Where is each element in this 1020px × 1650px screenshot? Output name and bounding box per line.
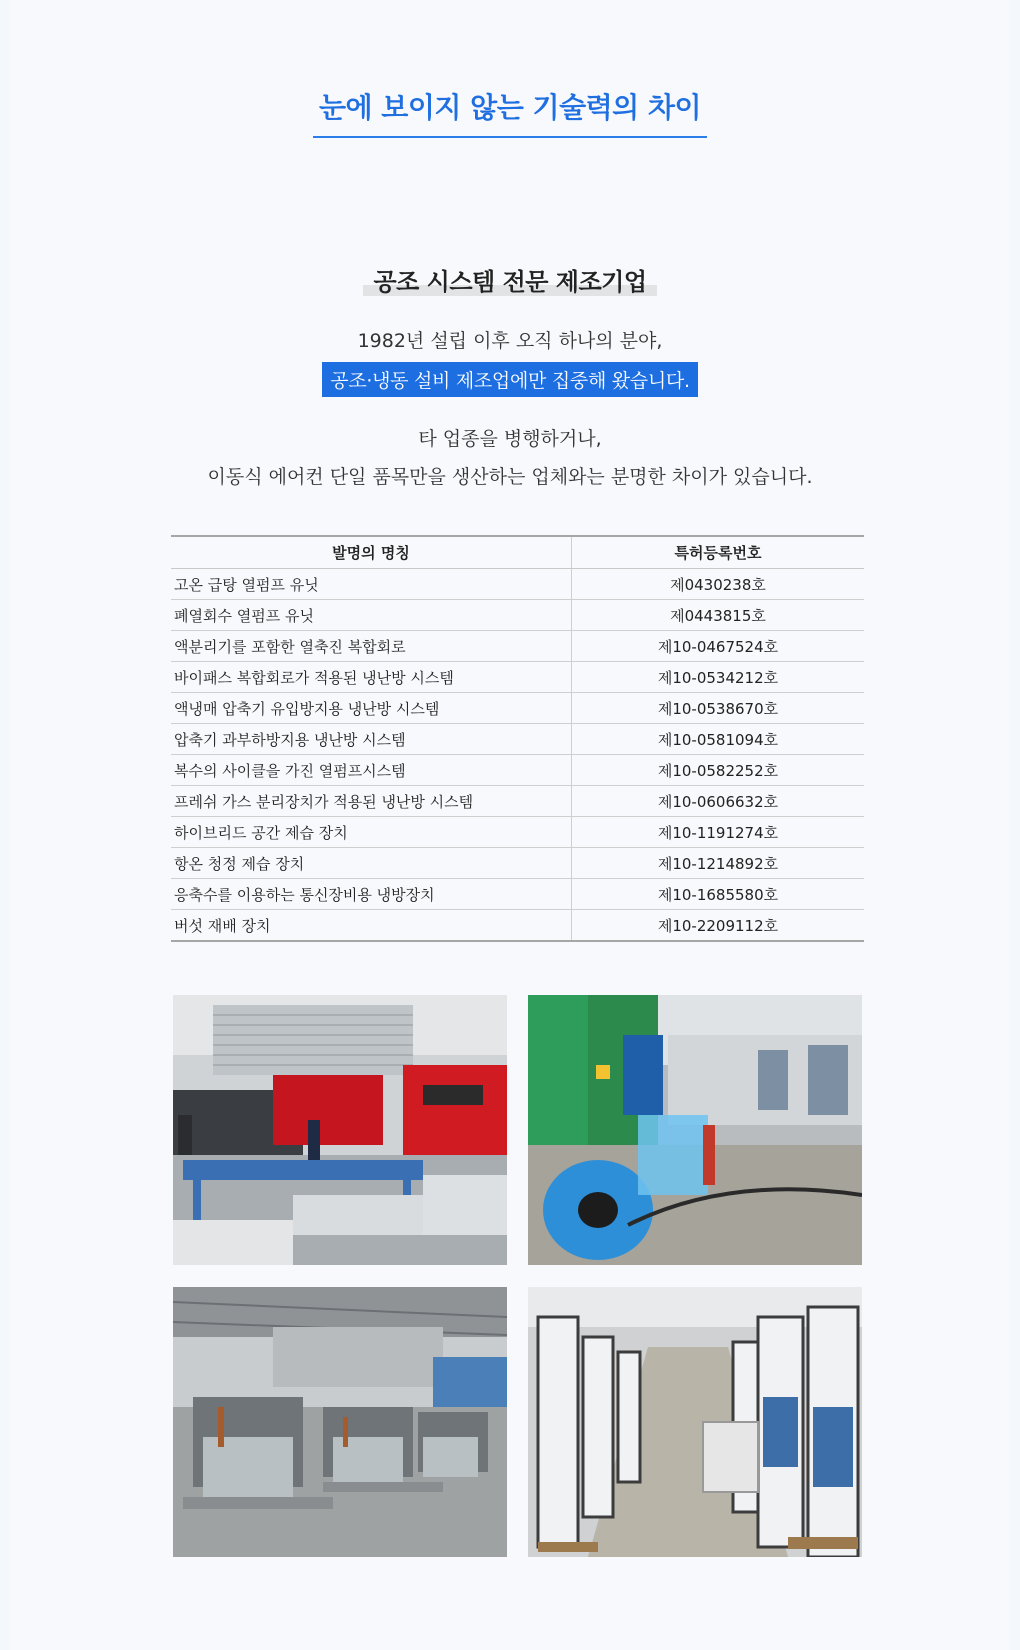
table-row <box>171 755 864 786</box>
table-row <box>171 631 864 662</box>
patent-number: 제0430238호 <box>572 569 865 600</box>
table-row <box>171 569 864 600</box>
patent-number: 제0443815호 <box>572 600 865 631</box>
intro-line-3: 타 업종을 병행하거나, <box>418 428 602 450</box>
patent-name: 하이브리드 공간 제습 장치 <box>171 817 572 848</box>
subhead-text: 공조 시스템 전문 제조기업 <box>363 262 656 297</box>
table-row <box>171 848 864 879</box>
patent-number: 제10-1685580호 <box>572 879 865 910</box>
table-row <box>171 910 864 942</box>
table-row <box>171 817 864 848</box>
page <box>10 0 1010 1650</box>
patent-table-header <box>171 536 864 569</box>
patent-number: 제10-0467524호 <box>572 631 865 662</box>
patent-name: 폐열회수 열펌프 유닛 <box>171 600 572 631</box>
header-registration-number: 특허등록번호 <box>572 536 865 569</box>
section-subhead <box>10 262 1010 297</box>
patent-number: 제10-0582252호 <box>572 755 865 786</box>
table-row <box>171 693 864 724</box>
patent-number: 제10-0606632호 <box>572 786 865 817</box>
factory-photo-finished-units <box>528 1287 862 1557</box>
factory-photo-coil-line <box>528 995 862 1265</box>
patent-number: 제10-1214892호 <box>572 848 865 879</box>
patent-table <box>171 535 864 942</box>
patent-name: 응축수를 이용하는 통신장비용 냉방장치 <box>171 879 572 910</box>
intro-line-4: 이동식 에어컨 단일 품목만을 생산하는 업체와는 분명한 차이가 있습니다. <box>207 466 813 488</box>
header-invention-name: 발명의 명칭 <box>171 536 572 569</box>
patent-name: 프레쉬 가스 분리장치가 적용된 냉난방 시스템 <box>171 786 572 817</box>
intro-line-1: 1982년 설립 이후 오직 하나의 분야, <box>357 330 663 352</box>
patent-number: 제10-0581094호 <box>572 724 865 755</box>
patent-name: 압축기 과부하방지용 냉난방 시스템 <box>171 724 572 755</box>
table-row <box>171 600 864 631</box>
table-row <box>171 724 864 755</box>
patent-number: 제10-1191274호 <box>572 817 865 848</box>
patent-name: 바이패스 복합회로가 적용된 냉난방 시스템 <box>171 662 572 693</box>
table-row <box>171 879 864 910</box>
patent-number: 제10-2209112호 <box>657 916 779 935</box>
patent-name: 복수의 사이클을 가진 열펌프시스템 <box>171 755 572 786</box>
table-row <box>171 786 864 817</box>
table-row <box>171 662 864 693</box>
patent-name: 액분리기를 포함한 열축진 복합회로 <box>171 631 572 662</box>
patent-name: 버섯 재배 장치 <box>171 910 572 942</box>
patent-name: 고온 급탕 열펌프 유닛 <box>171 569 572 600</box>
intro-highlight <box>10 362 1010 397</box>
factory-photo-compressor-assembly <box>173 1287 507 1557</box>
patent-number: 제10-0534212호 <box>572 662 865 693</box>
headline-text: 눈에 보이지 않는 기술력의 차이 <box>313 86 707 138</box>
intro-highlight-text: 공조·냉동 설비 제조업에만 집중해 왔습니다. <box>322 362 697 397</box>
factory-photo-sheetmetal <box>173 995 507 1265</box>
patent-number: 제10-0538670호 <box>572 693 865 724</box>
section-headline <box>10 86 1010 138</box>
patent-name: 항온 청정 제습 장치 <box>171 848 572 879</box>
patent-name: 액냉매 압축기 유입방지용 냉난방 시스템 <box>171 693 572 724</box>
